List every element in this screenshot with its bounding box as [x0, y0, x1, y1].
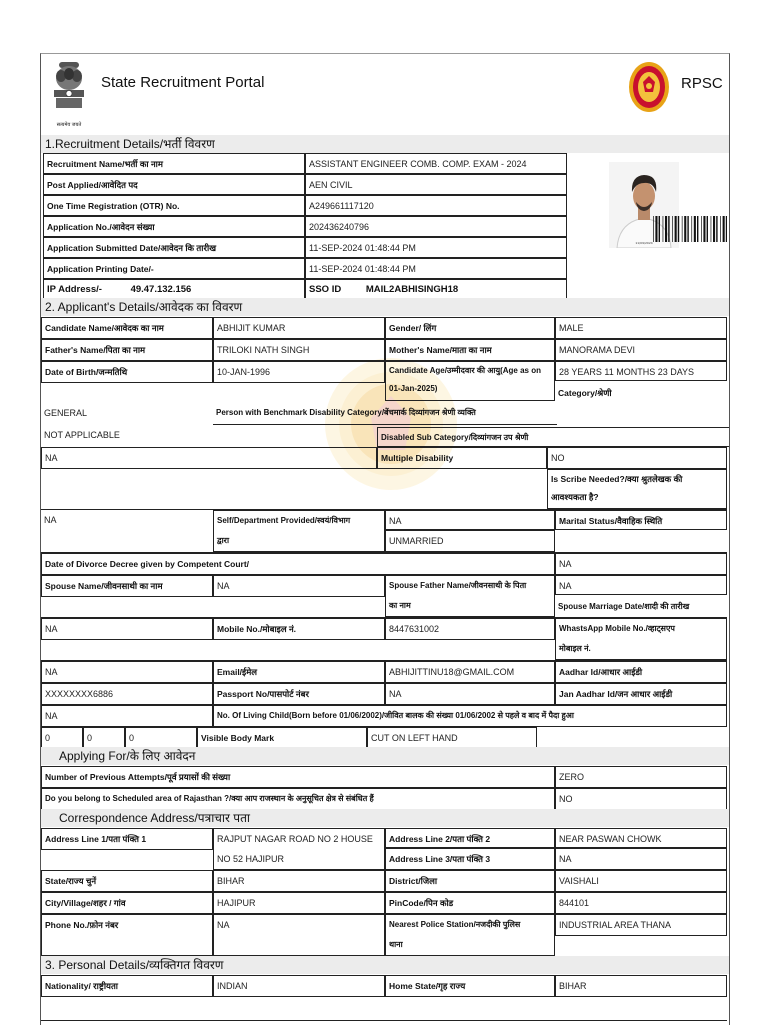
pincode-value: 844101: [555, 892, 727, 914]
pwbd-value: NOT APPLICABLE: [44, 430, 120, 440]
scribe-label-line2: आवश्यकता है?: [551, 492, 599, 502]
multiple-disability-value: NO: [547, 447, 727, 469]
otr-label: One Time Registration (OTR) No.: [43, 195, 305, 216]
portal-title: State Recruitment Portal: [101, 74, 265, 91]
address-line1-value-b: NO 52 HAJIPUR: [217, 854, 285, 864]
gender-label: Gender/ लिंग: [385, 317, 555, 339]
aadhar-value: XXXXXXXX6886: [41, 683, 213, 705]
sso-value: MAIL2ABHISINGH18: [365, 284, 459, 295]
spouse-father-label-line2: का नाम: [389, 601, 411, 610]
multiple-disability-label: Multiple Disability: [377, 447, 547, 469]
address-line2-label: Address Line 2/पता पंक्ति 2: [385, 828, 555, 848]
passport-label: Passport No/पासपोर्ट नंबर: [213, 683, 385, 705]
nationality-value: INDIAN: [213, 975, 385, 997]
self-dept-value: NA: [385, 510, 555, 530]
disabled-sub-label: Disabled Sub Category/दिव्यांगजन उप श्रेणी: [377, 427, 730, 447]
mobile-value: 8447631002: [385, 618, 555, 640]
gender-value: MALE: [555, 317, 727, 339]
self-dept-label: [213, 510, 385, 552]
scribe-value: NA: [44, 515, 57, 525]
district-value: VAISHALI: [555, 870, 727, 892]
home-state-value: BIHAR: [555, 975, 727, 997]
divorce-label: Date of Divorce Decree given by Competent Court/: [41, 553, 555, 575]
mobile-label: Mobile No./मोबाइल नं.: [213, 618, 385, 640]
scribe-label: [547, 469, 727, 509]
submitted-date-label: Application Submitted Date/आवेदन कि तारीख: [43, 237, 305, 258]
age-label-line2: 01-Jan-2025): [389, 384, 438, 393]
email-label: Email/ईमेल: [213, 661, 385, 683]
city-label: City/Village/शहर / गांव: [41, 892, 213, 914]
address-line1-value-a: RAJPUT NAGAR ROAD NO 2 HOUSE: [217, 834, 373, 844]
pwbd-label: Person with Benchmark Disability Category/बेंचमार्क दिव्यांगजन श्रेणी व्यक्ति: [216, 408, 476, 417]
police-station-label-line1: Nearest Police Station/नजदीकी पुलिस: [389, 920, 521, 929]
spouse-marriage-label: Spouse Marriage Date/शादी की तारीख: [558, 602, 690, 611]
printing-date-label: Application Printing Date/-: [43, 258, 305, 279]
police-station-label: [385, 914, 555, 956]
printing-date-value: 11-SEP-2024 01:48:44 PM: [305, 258, 567, 279]
candidate-name-label: Candidate Name/आवेदक का नाम: [41, 317, 213, 339]
spouse-father-label-line1: Spouse Father Name/जीवनसाथी के पिता: [389, 581, 527, 590]
state-label: State/राज्य चुनें: [41, 870, 213, 892]
passport-value: NA: [385, 683, 555, 705]
nationality-label: Nationality/ राष्ट्रीयता: [41, 975, 213, 997]
svg-text:11/09/2024: 11/09/2024: [635, 241, 653, 245]
dob-label: Date of Birth/जन्मतिथि: [41, 361, 213, 383]
whatsapp-label: [555, 618, 727, 660]
recruitment-name-label: Recruitment Name/भर्ती का नाम: [43, 153, 305, 174]
mother-name-label: Mother's Name/माता का नाम: [385, 339, 555, 361]
state-value: BIHAR: [213, 870, 385, 892]
national-emblem-icon: [49, 58, 89, 128]
father-name-label: Father's Name/पिता का नाम: [41, 339, 213, 361]
scribe-label-line1: Is Scribe Needed?/क्या श्रुतलेखक की: [551, 474, 683, 484]
child-count-1: 0: [41, 727, 83, 749]
candidate-name-value: ABHIJIT KUMAR: [213, 317, 385, 339]
address-line3-value: NA: [555, 848, 727, 870]
address-line3-label: Address Line 3/पता पंक्ति 3: [385, 848, 555, 870]
jan-aadhar-label: Jan Aadhar Id/जन आधार आईडी: [555, 683, 727, 705]
rpsc-logo-icon: [627, 60, 671, 114]
whatsapp-value: NA: [41, 661, 213, 683]
spouse-name-value: NA: [213, 575, 385, 597]
city-value: HAJIPUR: [213, 892, 385, 914]
section-applicant-title: 2. Applicant's Details/आवेदक का विवरण: [41, 298, 729, 316]
submitted-date-value: 11-SEP-2024 01:48:44 PM: [305, 237, 567, 258]
pincode-label: PinCode/पिन कोड: [385, 892, 555, 914]
self-dept-label-line1: Self/Department Provided/स्वयं/विभाग: [217, 516, 351, 525]
age-value: 28 YEARS 11 MONTHS 23 DAYS: [555, 361, 727, 381]
disabled-sub-value: NA: [41, 447, 377, 469]
jan-aadhar-value: NA: [41, 705, 213, 727]
living-child-label: No. Of Living Child(Born before 01/06/2002)/जीवित बालक की संख्या 01/06/2002 से पहले व बाद में पैदा हुआ: [213, 705, 727, 727]
scheduled-area-label: Do you belong to Scheduled area of Rajasthan ?/क्या आप राजस्थान के अनुसूचित क्षेत्र से संबंधित हैं: [41, 788, 555, 810]
age-label: [385, 361, 555, 401]
recruitment-name-value: ASSISTANT ENGINEER COMB. COMP. EXAM - 2024: [305, 153, 567, 174]
section-applying-for-title: Applying For/के लिए आवेदन: [41, 747, 729, 765]
whatsapp-label-line2: मोबाइल नं.: [559, 644, 591, 653]
emblem-motto: सत्यमेव जयते: [56, 122, 82, 128]
phone-label: Phone No./फ़ोन नंबर: [41, 914, 213, 956]
age-label-line1: Candidate Age/उम्मीदवार की आयु(Age as on: [389, 366, 541, 375]
divorce-value: NA: [555, 553, 727, 575]
post-applied-value: AEN CIVIL: [305, 174, 567, 195]
category-value: GENERAL: [44, 408, 88, 418]
rpsc-brand: RPSC: [681, 75, 723, 92]
father-name-value: TRILOKI NATH SINGH: [213, 339, 385, 361]
section-correspondence-title: Correspondence Address/पत्राचार पता: [41, 809, 729, 827]
ip-label: IP Address/-: [47, 284, 102, 295]
marital-label: Marital Status/वैवाहिक स्थिति: [555, 510, 727, 530]
district-label: District/जिला: [385, 870, 555, 892]
aadhar-label: Aadhar Id/आधार आईडी: [555, 661, 727, 683]
ip-address: [43, 279, 305, 300]
application-form: [40, 53, 730, 1025]
self-dept-label-line2: द्वारा: [217, 536, 230, 545]
scheduled-area-value: NO: [555, 788, 727, 810]
attempts-value: ZERO: [555, 766, 727, 788]
marital-value: UNMARRIED: [385, 530, 555, 552]
dob-value: 10-JAN-1996: [213, 361, 385, 383]
child-count-3: 0: [125, 727, 197, 749]
address-line1-label: Address Line 1/पता पंक्ति 1: [41, 828, 213, 850]
ip-value: 49.47.132.156: [130, 284, 192, 295]
child-count-2: 0: [83, 727, 125, 749]
sso-label: SSO ID: [309, 284, 342, 295]
category-label: Category/श्रेणी: [558, 388, 612, 398]
address-line2-value: NEAR PASWAN CHOWK: [555, 828, 727, 848]
police-station-value: INDUSTRIAL AREA THANA: [555, 914, 727, 936]
application-no-value: 202436240796: [305, 216, 567, 237]
home-state-label: Home State/गृह राज्य: [385, 975, 555, 997]
spouse-father-value: NA: [555, 575, 727, 595]
visible-mark-label: Visible Body Mark: [197, 727, 367, 749]
police-station-label-line2: थाना: [389, 940, 403, 949]
spouse-father-label: [385, 575, 555, 617]
otr-value: A249661117120: [305, 195, 567, 216]
visible-mark-value: CUT ON LEFT HAND: [367, 727, 537, 749]
address-line1-value: [213, 828, 385, 870]
email-value: ABHIJITTINU18@GMAIL.COM: [385, 661, 555, 683]
attempts-label: Number of Previous Attempts/पूर्व प्रयासों की संख्या: [41, 766, 555, 788]
spouse-name-label: Spouse Name/जीवनसाथी का नाम: [41, 575, 213, 597]
sso-id: [305, 279, 567, 300]
barcode: [653, 216, 727, 242]
post-applied-label: Post Applied/आवेदित पद: [43, 174, 305, 195]
header: [41, 54, 729, 134]
application-no-label: Application No./आवेदन संख्या: [43, 216, 305, 237]
section-recruitment-title: 1.Recruitment Details/भर्ती विवरण: [41, 135, 729, 153]
spouse-marriage-value: NA: [41, 618, 213, 640]
phone-value: NA: [213, 914, 385, 956]
mother-name-value: MANORAMA DEVI: [555, 339, 727, 361]
section-personal-title: 3. Personal Details/व्यक्तिगत विवरण: [41, 956, 729, 974]
whatsapp-label-line1: WhastsApp Mobile No./व्हाट्सएप: [559, 624, 675, 633]
